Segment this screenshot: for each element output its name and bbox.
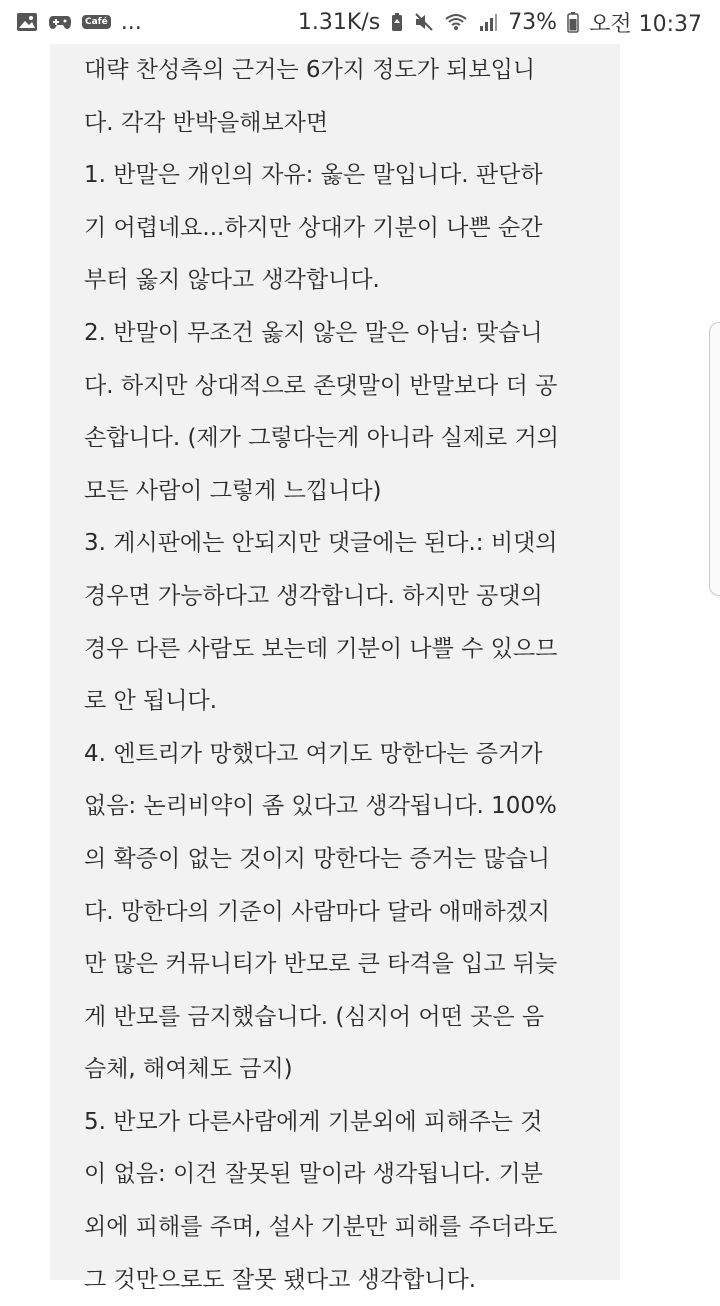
network-speed: 1.31K/s xyxy=(297,9,381,35)
post-text-line: 대략 찬성측의 근거는 6가지 정도가 되보입니 xyxy=(84,57,536,83)
post-text-line: 기 어렵네요...하지만 상대가 기분이 나쁜 순간 xyxy=(84,214,543,241)
edge-panel-handle[interactable] xyxy=(709,322,720,596)
post-text-line: 4. 엔트리가 망했다고 여기도 망한다는 증거가 xyxy=(84,740,543,767)
post-text-line: 의 확증이 없는 것이지 망한다는 증거는 많습니 xyxy=(84,845,551,872)
post-text-line: 그 것만으로도 잘못 됐다고 생각합니다. xyxy=(84,1266,477,1293)
post-text-line: 만 많은 커뮤니티가 반모로 큰 타격을 입고 뒤늦 xyxy=(84,951,558,978)
gallery-icon xyxy=(16,12,38,32)
signal-icon xyxy=(478,12,498,32)
post-text-line: 3. 게시판에는 안되지만 댓글에는 된다.: 비댓의 xyxy=(84,530,558,557)
post-text-line: 부터 옳지 않다고 생각합니다. xyxy=(84,267,380,294)
post-body-text xyxy=(84,44,604,1306)
post-text-line: 외에 피해를 주며, 설사 기분만 피해를 주더라도 xyxy=(84,1214,558,1241)
post-text-line: 1. 반말은 개인의 자유: 옳은 말입니다. 판단하 xyxy=(84,162,543,189)
game-controller-icon xyxy=(48,13,72,31)
post-text-line: 게 반모를 금지했습니다. (심지어 어떤 곳은 음 xyxy=(84,1003,545,1030)
status-bar xyxy=(0,0,720,44)
post-text-line: 경우 다른 사람도 보는데 기분이 나쁠 수 있으므 xyxy=(84,635,558,662)
battery-saver-icon xyxy=(390,12,404,32)
post-text-line: 5. 반모가 다른사람에게 기분외에 피해주는 것 xyxy=(84,1108,543,1135)
post-text-line: 모든 사람이 그렇게 느낍니다) xyxy=(84,477,382,504)
post-text-line: 없음: 논리비약이 좀 있다고 생각됩니다. 100% xyxy=(84,793,557,820)
battery-percent: 73% xyxy=(508,9,558,35)
post-text-line: 2. 반말이 무조건 옳지 않은 말은 아님: 맞습니 xyxy=(84,319,543,346)
post-text-line: 이 없음: 이건 잘못된 말이라 생각됩니다. 기분 xyxy=(84,1161,543,1188)
more-notifications-ellipsis: ... xyxy=(120,9,142,35)
clock-time: 오전 10:37 xyxy=(589,11,702,37)
status-bar-right xyxy=(298,7,702,38)
mute-icon xyxy=(414,12,434,32)
page-margin xyxy=(0,44,50,1280)
post-text-line: 경우면 가능하다고 생각합니다. 하지만 공댓의 xyxy=(84,582,543,609)
post-text-line: 다. 하지만 상대적으로 존댓말이 반말보다 더 공 xyxy=(84,372,558,399)
post-text-line: 다. 각각 반박을해보자면 xyxy=(84,109,329,136)
battery-icon xyxy=(567,11,579,33)
post-text-line: 손합니다. (제가 그렇다는게 아니라 실제로 거의 xyxy=(84,425,559,452)
post-text-line: 다. 망한다의 기준이 사람마다 달라 애매하겠지 xyxy=(84,898,551,925)
status-bar-left xyxy=(16,10,142,35)
post-text-line: 슴체, 해여체도 금지) xyxy=(84,1056,293,1083)
post-text-line: 로 안 됩니다. xyxy=(84,688,218,715)
wifi-icon xyxy=(444,12,468,32)
cafe-icon: Café xyxy=(82,15,111,29)
